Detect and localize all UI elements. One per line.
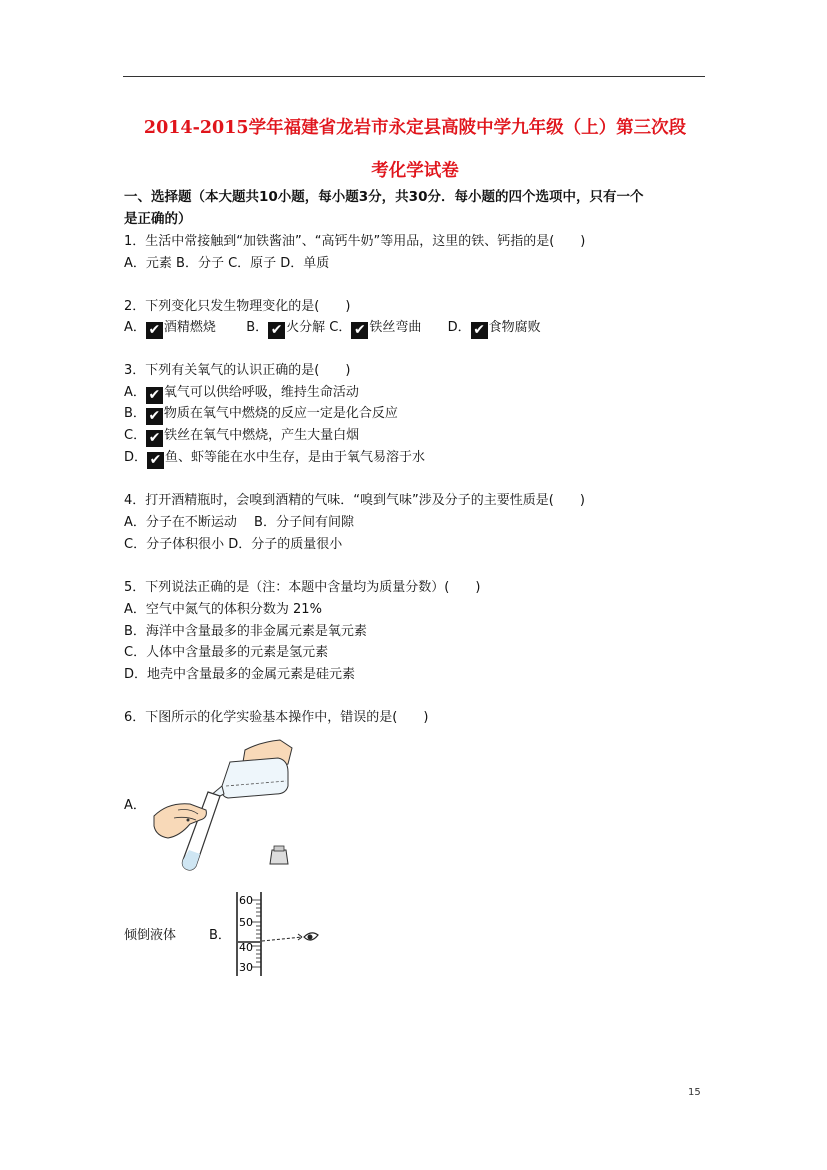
question-5-option-c: C．人体中含量最多的元素是氢元素 [124,645,329,660]
section-heading: 一、选择题（本大题共10小题，每小题3分，共30分．每小题的四个选项中，只有一个 [124,189,644,205]
question-3-option-c [124,427,359,447]
question-6-stem: 6．下图所示的化学实验基本操作中，错误的是( ) [124,710,429,725]
option-text: 火分解 [286,320,326,335]
question-5-stem: 5．下列说法正确的是（注：本题中含量均为质量分数）( ) [124,580,481,595]
question-2-options [124,319,541,339]
check-icon: ✔ [471,322,488,339]
check-icon: ✔ [146,430,163,447]
tick-label: 40 [239,941,253,954]
question-5-option-b: B．海洋中含量最多的非金属元素是氧元素 [124,624,367,639]
option-label: B． [124,406,146,421]
option-text: 铁丝在氧气中燃烧，产生大量白烟 [164,428,360,443]
question-4-options-cd: C．分子体积很小 D．分子的质量很小 [124,537,343,552]
option-label: D． [124,450,148,465]
tick-label: 50 [239,916,253,929]
header-rule [123,76,705,77]
question-4-stem: 4．打开酒精瓶时，会嗅到酒精的气味．“嗅到气味”涉及分子的主要性质是( ) [124,493,585,508]
tick-label: 30 [239,961,253,974]
question-5-option-d: D．地壳中含量最多的金属元素是硅元素 [124,667,356,682]
option-label: C． [124,428,147,443]
check-icon: ✔ [351,322,368,339]
question-3-option-b [124,405,398,425]
option-label: C． [329,320,352,335]
title-line-1: 2014-2015学年福建省龙岩市永定县高陂中学九年级（上）第三次段 [143,118,687,138]
option-label: A． [124,385,146,400]
reagent-bottle [222,758,288,798]
section-heading-cont: 是正确的） [124,211,192,227]
graduated-cylinder-figure [232,890,324,978]
title-line-2: 考化学试卷 [371,161,459,181]
option-label: B． [246,320,269,335]
question-2-stem: 2．下列变化只发生物理变化的是( ) [124,299,351,314]
tick-label: 60 [239,894,253,907]
figure-a-caption: 倾倒液体 [124,928,177,943]
check-icon: ✔ [146,387,163,404]
question-6-option-b-label: B． [209,928,231,943]
option-text: 物质在氧气中燃烧的反应一定是化合反应 [163,406,398,421]
page-number: 15 [688,1087,701,1098]
option-text: 氧气可以供给呼吸，维持生命活动 [163,385,359,400]
question-1-stem: 1．生活中常接触到“加铁酱油”、“高钙牛奶”等用品，这里的铁、钙指的是( ) [124,234,586,249]
option-text: 铁丝弯曲 [369,320,422,335]
pouring-liquid-figure [150,738,300,873]
option-label: A． [124,320,146,335]
option-text: 酒精燃烧 [163,320,216,335]
stopper [270,850,288,864]
question-3-stem: 3．下列有关氧气的认识正确的是( ) [124,363,351,378]
option-text: 鱼、虾等能在水中生存，是由于氧气易溶于水 [165,450,426,465]
question-6-option-a-label: A． [124,798,146,813]
check-icon: ✔ [268,322,285,339]
question-1-options: A．元素 B．分子 C．原子 D．单质 [124,256,330,271]
check-icon: ✔ [146,322,163,339]
question-5-option-a: A．空气中氮气的体积分数为 21% [124,602,322,617]
question-4-options-ab: A．分子在不断运动 B．分子间有间隙 [124,515,354,530]
option-label: D． [447,320,471,335]
question-3-option-a [124,384,359,404]
option-text: 食物腐败 [488,320,541,335]
check-icon: ✔ [146,408,163,425]
check-icon: ✔ [147,452,164,469]
eye-icon [304,933,318,940]
question-3-option-d [124,449,425,469]
